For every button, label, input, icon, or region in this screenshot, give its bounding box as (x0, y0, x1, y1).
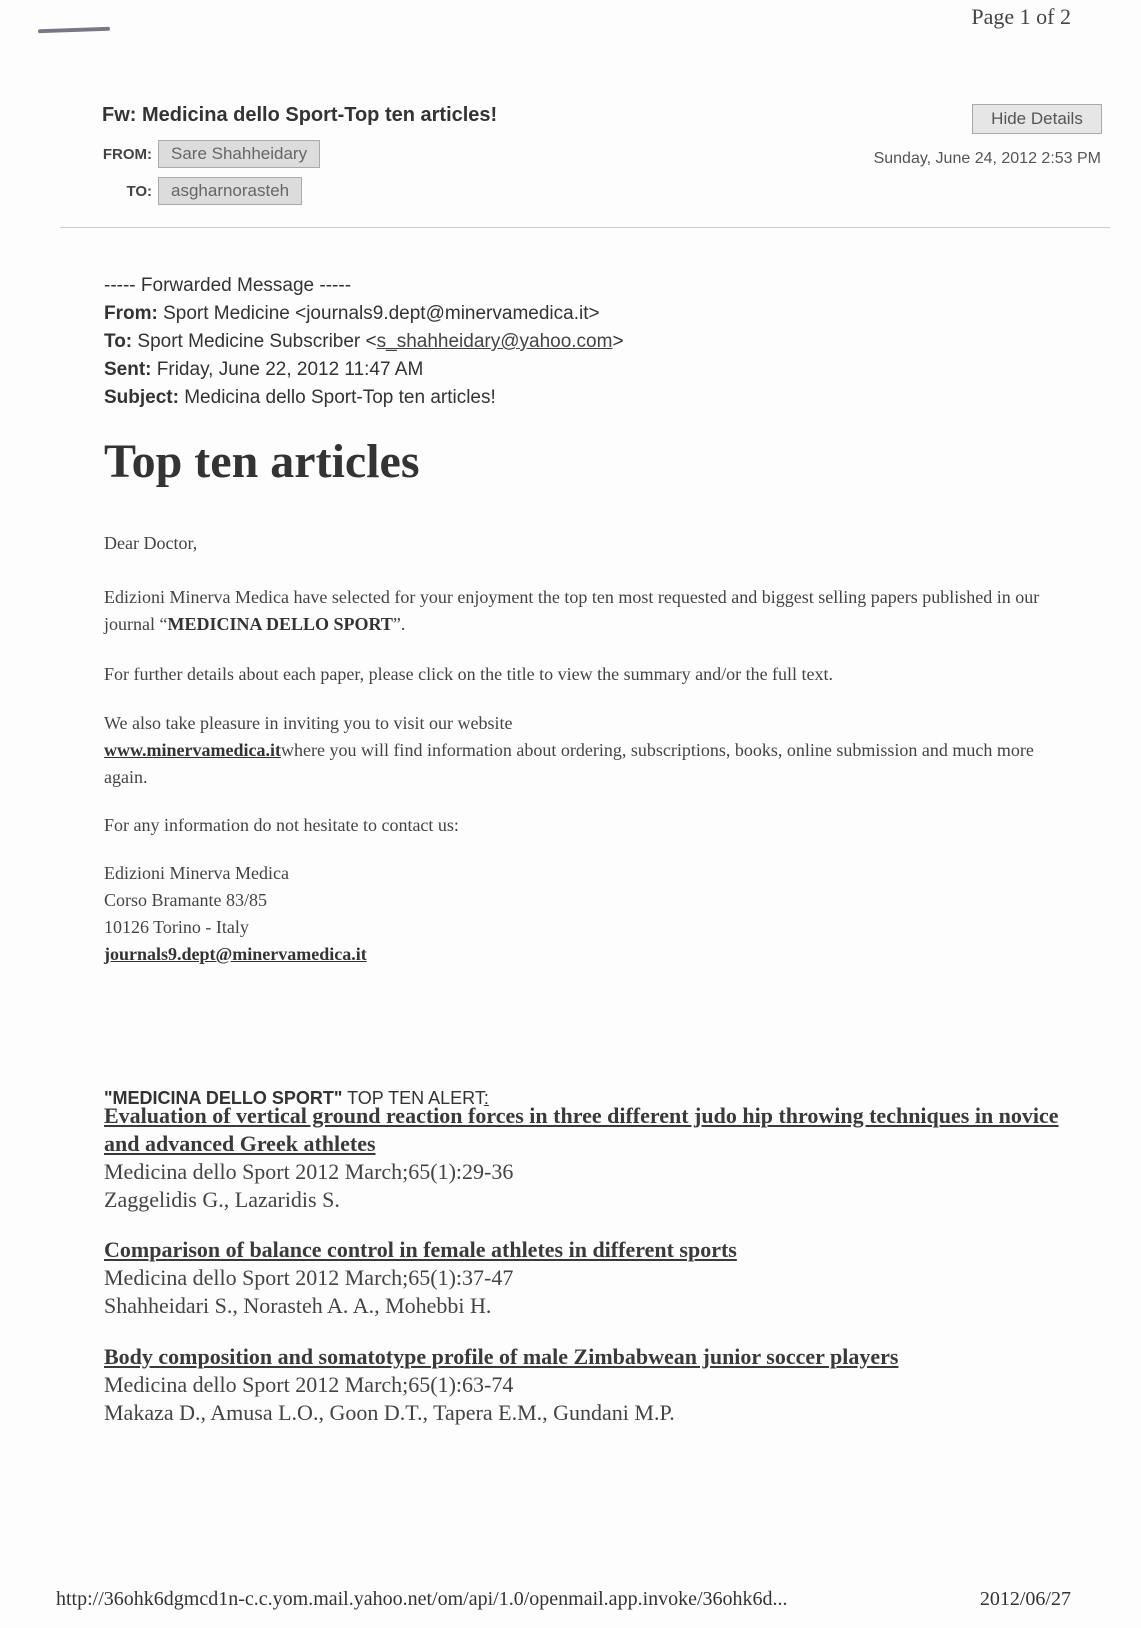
footer-date: 2012/06/27 (979, 1588, 1071, 1610)
from-label: FROM: (102, 146, 152, 163)
header-divider (60, 227, 1110, 228)
from-sender-chip[interactable]: Sare Shahheidary (158, 140, 320, 168)
page-heading: Top ten articles (104, 435, 420, 488)
greeting: Dear Doctor, (104, 533, 198, 553)
article-authors: Zaggelidis G., Lazaridis S. (104, 1187, 340, 1212)
article-authors: Makaza D., Amusa L.O., Goon D.T., Tapera E.M., Gundani M.P. (104, 1400, 675, 1425)
details-paragraph: For further details about each paper, please click on the title to view the summary and/or the full text. (104, 664, 834, 684)
article-item (104, 1343, 1064, 1427)
hide-details-button[interactable]: Hide Details (972, 104, 1102, 134)
article-journal: Medicina dello Sport 2012 March;65(1):29-36 (104, 1159, 514, 1184)
article-authors: Shahheidari S., Norasteh A. A., Mohebbi H. (104, 1293, 492, 1318)
email-date: Sunday, June 24, 2012 2:53 PM (873, 150, 1101, 167)
forwarded-message-header (104, 272, 624, 412)
scan-mark (38, 27, 110, 34)
forwarded-from: From: Sport Medicine <journals9.dept@minervamedica.it> (104, 303, 600, 324)
to-label: TO: (126, 183, 152, 200)
website-link[interactable]: www.minervamedica.it (104, 740, 281, 760)
to-recipient-chip[interactable]: asgharnorasteh (158, 177, 302, 205)
forwarded-subject: Subject: Medicina dello Sport-Top ten articles! (104, 387, 496, 408)
intro-paragraph: Edizioni Minerva Medica have selected for your enjoyment the top ten most requested and biggest selling papers published in our journal “MEDICINA DELLO SPORT”. (104, 587, 1040, 634)
article-title-link[interactable]: Comparison of balance control in female athletes in different sports (104, 1237, 737, 1262)
article-journal: Medicina dello Sport 2012 March;65(1):37-47 (104, 1265, 514, 1290)
forwarded-title: ----- Forwarded Message ----- (104, 275, 352, 296)
article-journal: Medicina dello Sport 2012 March;65(1):63-74 (104, 1372, 514, 1397)
contact-email-link[interactable]: journals9.dept@minervamedica.it (104, 944, 367, 964)
footer-url: http://36ohk6dgmcd1n-c.c.yom.mail.yahoo.net/om/api/1.0/openmail.app.invoke/36ohk6d... (56, 1588, 788, 1610)
address-block: Edizioni Minerva Medica Corso Bramante 83/85 10126 Torino - Italy journals9.dept@minervamedica.it (104, 860, 1064, 968)
forwarded-sent: Sent: Friday, June 22, 2012 11:47 AM (104, 359, 424, 380)
article-item (104, 1236, 1064, 1320)
forwarded-to: To: Sport Medicine Subscriber <s_shahheidary@yahoo.com> (104, 331, 624, 352)
email-subject-title: Fw: Medicina dello Sport-Top ten articles! (102, 104, 498, 126)
article-item (104, 1102, 1064, 1214)
subscriber-email-link[interactable]: s_shahheidary@yahoo.com (376, 331, 613, 352)
page-number: Page 1 of 2 (971, 4, 1071, 29)
article-title-link[interactable]: Body composition and somatotype profile of male Zimbabwean junior soccer players (104, 1344, 899, 1369)
article-title-link[interactable]: Evaluation of vertical ground reaction forces in three different judo hip throwing techniques in novice and advanced Greek athletes (104, 1103, 1059, 1156)
contact-paragraph: For any information do not hesitate to contact us: (104, 815, 459, 835)
top-ten-alert-heading: "MEDICINA DELLO SPORT" TOP TEN ALERT: (104, 1088, 489, 1108)
website-paragraph: We also take pleasure in inviting you to visit our website www.minervamedica.itwhere you will find information about ordering, subscriptions, books, online submission and much more again. (104, 713, 1034, 787)
